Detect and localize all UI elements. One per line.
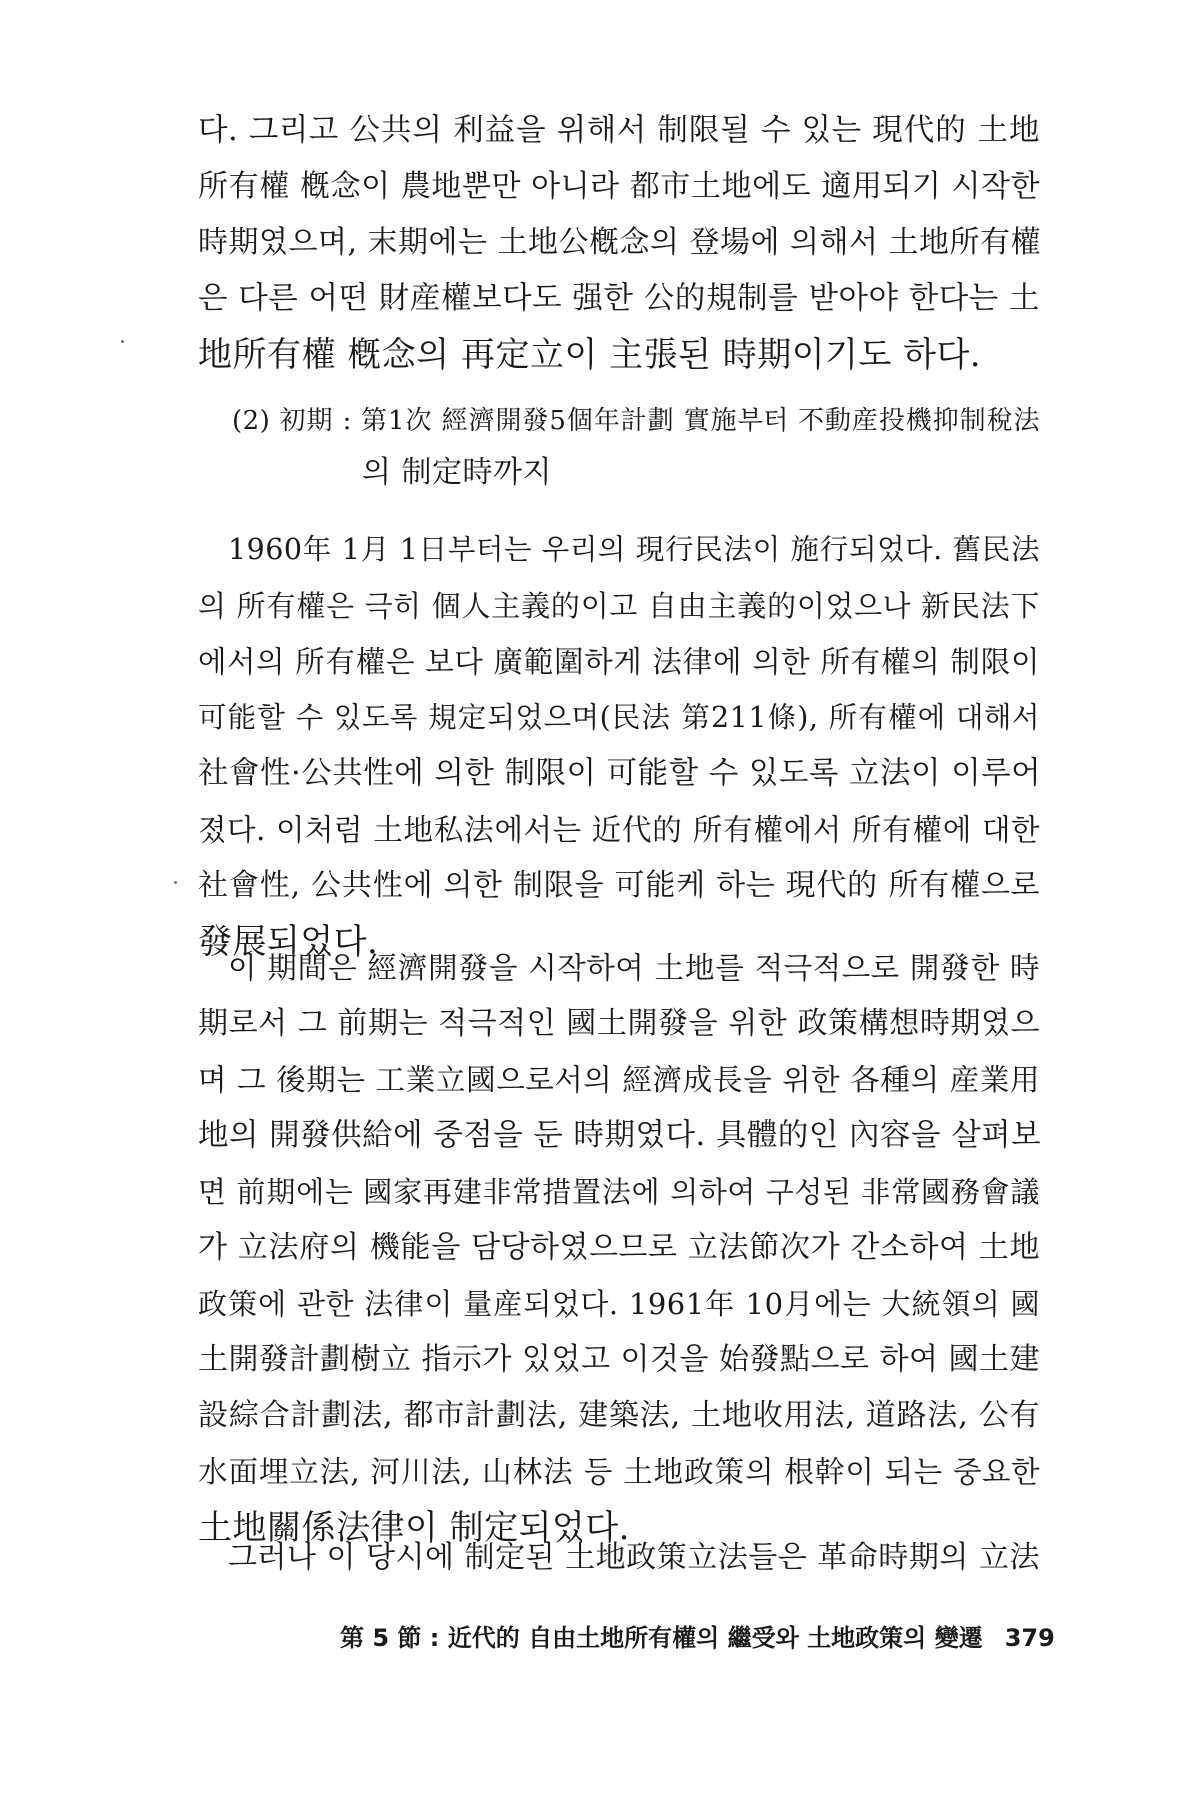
paragraph-line: 의 所有權은 극히 個人主義的이고 自由主義的이었으나 新民法下	[198, 589, 1040, 623]
paragraph-line: 政策에 관한 法律이 量産되었다. 1961年 10月에는 大統領의 國	[198, 1287, 1040, 1321]
paragraph-line: 에서의 所有權은 보다 廣範圍하게 法律에 의한 所有權의 制限이	[198, 645, 1040, 679]
paragraph-line: 設綜合計劃法, 都市計劃法, 建築法, 土地收用法, 道路法, 公有	[198, 1398, 1040, 1433]
paragraph-line: 發展되었다.	[198, 922, 379, 962]
paragraph-line: 期로서 그 前期는 적극적인 國土開發을 위한 政策構想時期였으	[198, 1006, 1040, 1041]
scan-speck	[121, 340, 124, 343]
paragraph-line: 그러나 이 당시에 制定된 土地政策立法들은 革命時期의 立法	[228, 1540, 1040, 1575]
intro-line: 地所有權 槪念의 再定立이 主張된 時期이기도 하다.	[198, 335, 982, 375]
paragraph-line: 1960年 1月 1日부터는 우리의 現行民法이 施行되었다. 舊民法	[228, 533, 1040, 566]
page-number: 379	[1004, 1624, 1055, 1652]
paragraph-line: 可能할 수 있도록 規定되었으며(民法 第211條), 所有權에 대해서	[198, 701, 1040, 734]
intro-paragraph	[198, 103, 1040, 383]
running-head: 第 5 節 : 近代的 自由土地所有權의 繼受와 土地政策의 變遷	[340, 1624, 983, 1652]
intro-line: 은 다른 어떤 財産權보다도 强한 公的規制를 받아야 한다는 土	[198, 281, 1040, 316]
paragraph-line: 社會性, 公共性에 의한 制限을 可能케 하는 現代的 所有權으로	[198, 868, 1040, 903]
paragraph-line: 水面埋立法, 河川法, 山林法 등 土地政策의 根幹이 되는 중요한	[198, 1455, 1040, 1489]
paragraph-line: 土開發計劃樹立 指示가 있었고 이것을 始發點으로 하여 國土建	[198, 1342, 1040, 1377]
section-heading	[232, 395, 1040, 499]
paragraph-line: 社會性·公共性에 의한 制限이 可能할 수 있도록 立法이 이루어	[198, 756, 1042, 791]
section-heading-line: 의 制定時까지	[362, 455, 552, 490]
paragraph-line: 졌다. 이처럼 土地私法에서는 近代的 所有權에서 所有權에 대한	[198, 813, 1040, 847]
intro-line: 所有權 槪念이 農地뿐만 아니라 都市土地에도 適用되기 시작한	[198, 169, 1040, 204]
body-paragraph-2	[198, 940, 1040, 1556]
scan-speck	[174, 881, 177, 884]
section-heading-line: (2) 初期 : 第1次 經濟開發5個年計劃 實施부터 不動産投機抑制稅法	[232, 406, 1040, 436]
paragraph-line: 면 前期에는 國家再建非常措置法에 의하여 구성된 非常國務會議	[198, 1175, 1040, 1209]
paragraph-line: 며 그 後期는 工業立國으로서의 經濟成長을 위한 各種의 産業用	[198, 1063, 1040, 1097]
body-paragraph-1	[198, 522, 1040, 970]
intro-line: 다. 그리고 公共의 利益을 위해서 制限될 수 있는 現代的 土地	[198, 113, 1040, 148]
intro-line: 時期였으며, 末期에는 土地公槪念의 登場에 의해서 土地所有權	[198, 225, 1042, 260]
page-footer	[340, 1622, 1055, 1654]
paragraph-line: 土地關係法律이 制定되었다.	[198, 1508, 630, 1548]
paragraph-line: 地의 開發供給에 중점을 둔 時期였다. 具體的인 內容을 살펴보	[198, 1118, 1042, 1153]
body-paragraph-3	[198, 1530, 1040, 1586]
paragraph-line: 이 期間은 經濟開發을 시작하여 土地를 적극적으로 開發한 時	[228, 951, 1040, 985]
paragraph-line: 가 立法府의 機能을 담당하였으므로 立法節次가 간소하여 土地	[198, 1230, 1040, 1265]
